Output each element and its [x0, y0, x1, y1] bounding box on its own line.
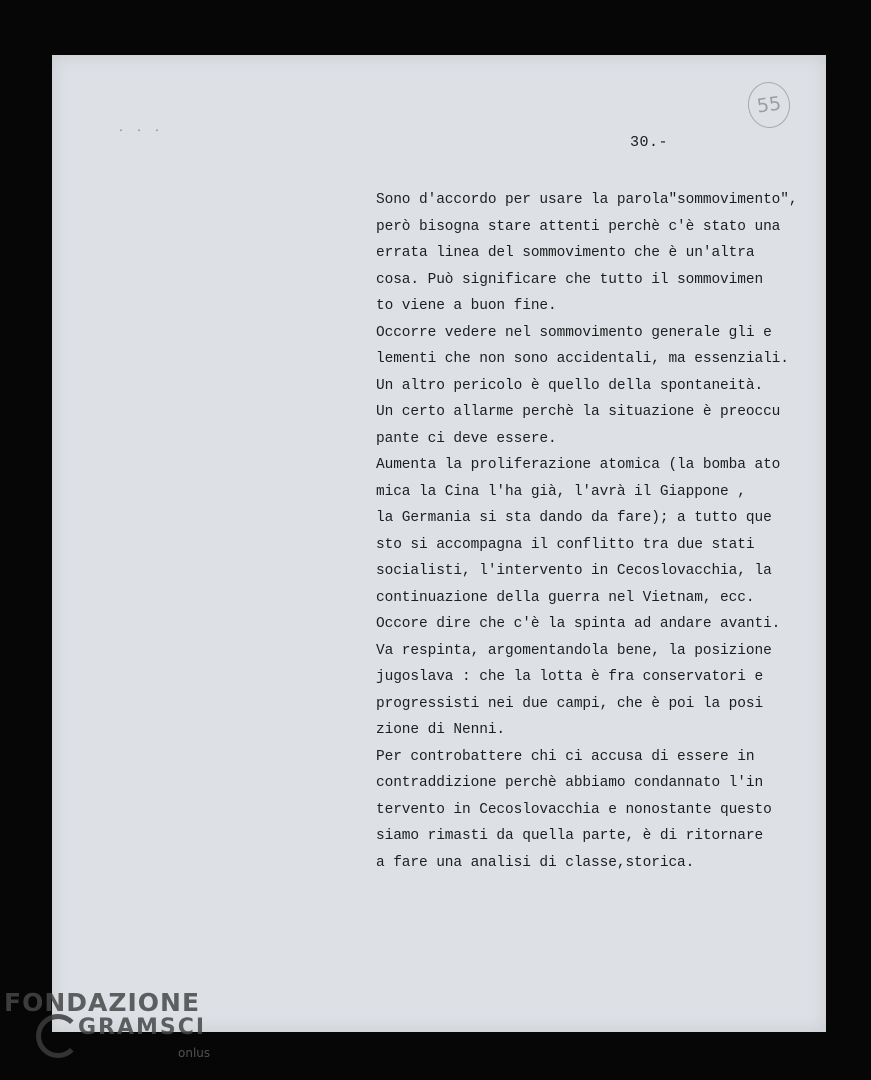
text-line: a fare una analisi di classe,storica.	[376, 854, 695, 871]
text-line: Occorre vedere nel sommovimento generale gli e	[376, 324, 772, 341]
text-line: Aumenta la proliferazione atomica (la bomba ato	[376, 457, 781, 473]
text-line: la Germania si sta dando da fare); a tutto que	[376, 510, 772, 526]
text-line: pante ci deve essere.	[376, 430, 557, 447]
text-line: Occore dire che c'è la spinta ad andare avanti.	[376, 616, 781, 632]
logo-text-gramsci: GRAMSCI	[78, 1015, 207, 1040]
text-line: lementi che non sono accidentali, ma essenziali.	[376, 351, 789, 367]
text-line: sto si accompagna il conflitto tra due stati	[376, 536, 755, 553]
text-line: Per controbattere chi ci accusa di essere in	[376, 748, 755, 765]
text-line: continuazione della guerra nel Vietnam, ecc.	[376, 589, 755, 606]
text-line: contraddizione perchè abbiamo condannato l'in	[376, 775, 764, 791]
corner-marks: . . .	[118, 124, 164, 135]
fondazione-gramsci-logo	[4, 988, 224, 1078]
text-line: però bisogna stare attenti perchè c'è stato una	[376, 218, 781, 235]
text-line: zione di Nenni.	[376, 722, 506, 738]
text-line: Sono d'accordo per usare la parola"sommovimento",	[376, 192, 798, 208]
text-line: Va respinta, argomentandola bene, la posizione	[376, 642, 772, 659]
text-line: to viene a buon fine.	[376, 298, 557, 314]
logo-text-onlus: onlus	[178, 1046, 211, 1060]
page-number: 30.-	[630, 134, 669, 151]
text-line: Un certo allarme perchè la situazione è preoccu	[376, 404, 781, 420]
typed-text-block	[376, 187, 826, 876]
text-line: cosa. Può significare che tutto il sommovimen	[376, 271, 764, 288]
text-line: mica la Cina l'ha già, l'avrà il Giappone ,	[376, 483, 746, 500]
text-line: jugoslava : che la lotta è fra conservatori e	[376, 669, 764, 685]
text-line: socialisti, l'intervento in Cecoslovacchia, la	[376, 563, 772, 579]
logo-text-fondazione: FONDAZIONE	[4, 988, 201, 1017]
text-line: progressisti nei due campi, che è poi la posi	[376, 695, 764, 712]
text-line: siamo rimasti da quella parte, è di ritornare	[376, 828, 764, 844]
archive-stamp: 55	[745, 79, 793, 130]
text-line: errata linea del sommovimento che è un'altra	[376, 245, 755, 261]
text-line: Un altro pericolo è quello della spontaneità.	[376, 377, 764, 394]
text-line: tervento in Cecoslovacchia e nonostante questo	[376, 801, 772, 818]
logo-g-mark-icon	[36, 1014, 80, 1058]
